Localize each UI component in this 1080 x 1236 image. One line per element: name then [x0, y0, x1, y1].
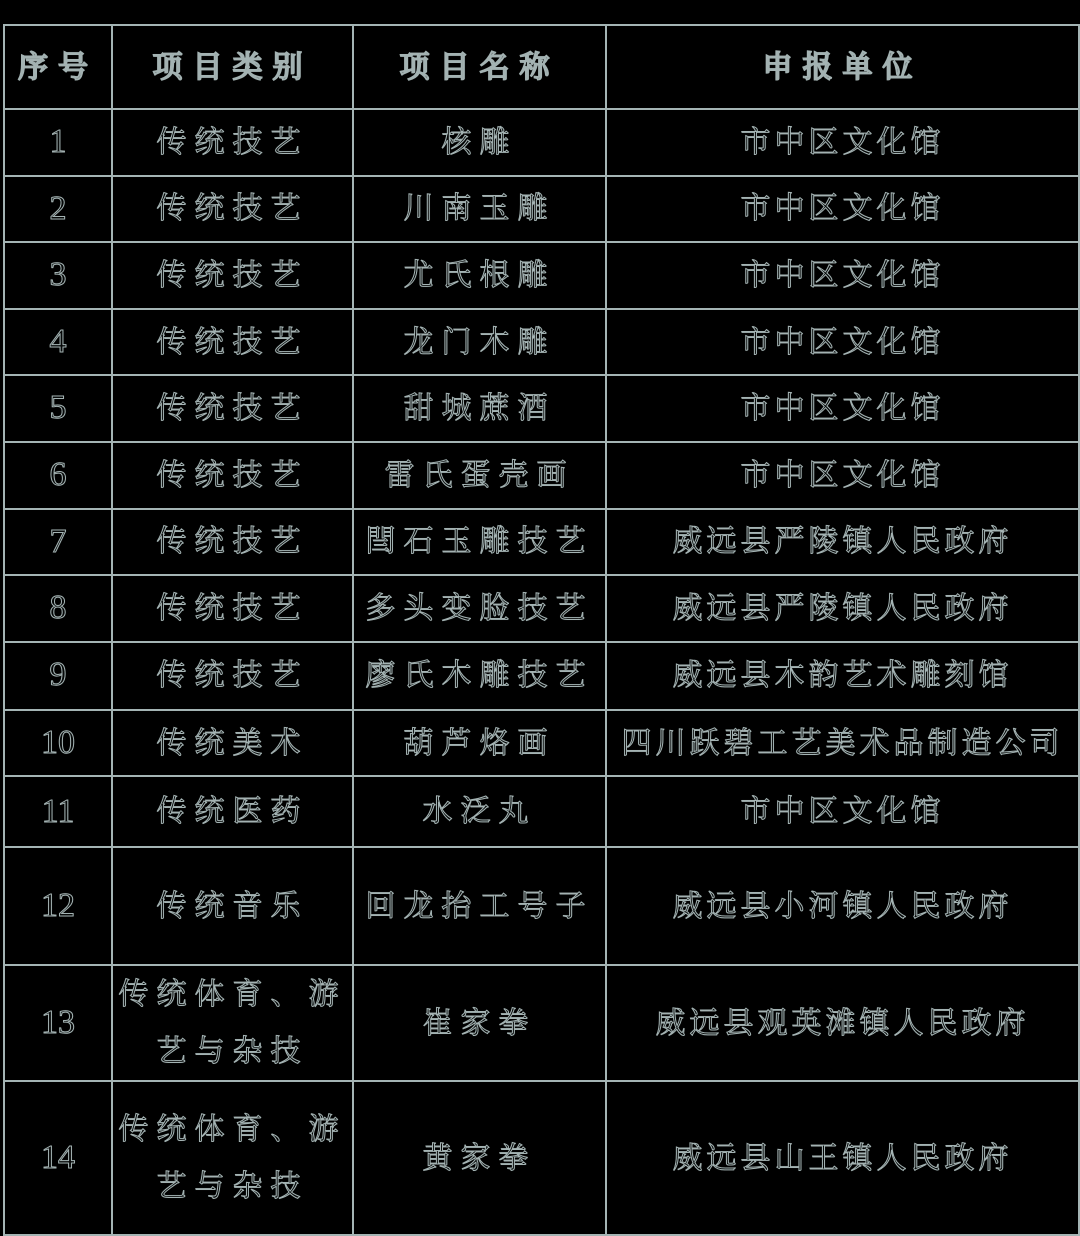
- cell-unit: 市中区文化馆: [606, 242, 1079, 309]
- cell-no: 8: [4, 575, 112, 642]
- cell-category: 传统技艺: [112, 509, 353, 576]
- cell-name: 多头变脸技艺: [353, 575, 606, 642]
- col-header-unit: 申报单位: [606, 25, 1079, 109]
- cell-no: 2: [4, 176, 112, 243]
- header-row: [4, 25, 1079, 109]
- table-row: [4, 375, 1079, 442]
- table-row: [4, 509, 1079, 576]
- cell-no: 9: [4, 642, 112, 710]
- cell-name: 龙门木雕: [353, 309, 606, 376]
- cell-name: 廖氏木雕技艺: [353, 642, 606, 710]
- table-row: [4, 109, 1079, 176]
- cell-name: 尤氏根雕: [353, 242, 606, 309]
- cell-name: 回龙抬工号子: [353, 847, 606, 965]
- cell-unit: 市中区文化馆: [606, 375, 1079, 442]
- cell-category: 传统技艺: [112, 309, 353, 376]
- cell-unit: 市中区文化馆: [606, 176, 1079, 243]
- table-row: [4, 847, 1079, 965]
- cell-unit: 市中区文化馆: [606, 109, 1079, 176]
- cell-category: 传统技艺: [112, 375, 353, 442]
- cell-category: 传统技艺: [112, 176, 353, 243]
- table-row: [4, 1081, 1079, 1235]
- cell-name: 水泛丸: [353, 776, 606, 847]
- cell-name: 川南玉雕: [353, 176, 606, 243]
- cell-no: 6: [4, 442, 112, 509]
- col-header-no: 序号: [4, 25, 112, 109]
- col-header-category: 项目类别: [112, 25, 353, 109]
- cell-unit: 威远县严陵镇人民政府: [606, 575, 1079, 642]
- table-row: [4, 176, 1079, 243]
- cell-category: 传统技艺: [112, 642, 353, 710]
- cell-unit: 威远县山王镇人民政府: [606, 1081, 1079, 1235]
- cell-no: 1: [4, 109, 112, 176]
- table-row: [4, 442, 1079, 509]
- cell-no: 5: [4, 375, 112, 442]
- cell-category: 传统美术: [112, 710, 353, 777]
- cell-unit: 威远县小河镇人民政府: [606, 847, 1079, 965]
- cell-category: 传统技艺: [112, 575, 353, 642]
- cell-category: 传统体育、游艺与杂技: [112, 1081, 353, 1235]
- col-header-name: 项目名称: [353, 25, 606, 109]
- cell-name: 雷氏蛋壳画: [353, 442, 606, 509]
- cell-unit: 威远县严陵镇人民政府: [606, 509, 1079, 576]
- cell-unit: 市中区文化馆: [606, 776, 1079, 847]
- cell-name: 黄家拳: [353, 1081, 606, 1235]
- cell-name: 甜城蔗酒: [353, 375, 606, 442]
- table-row: [4, 242, 1079, 309]
- cell-category: 传统技艺: [112, 109, 353, 176]
- cell-category: 传统技艺: [112, 442, 353, 509]
- cell-category: 传统体育、游艺与杂技: [112, 965, 353, 1081]
- cell-category: 传统医药: [112, 776, 353, 847]
- table-row: [4, 575, 1079, 642]
- cell-unit: 威远县观英滩镇人民政府: [606, 965, 1079, 1081]
- table-row: [4, 965, 1079, 1081]
- heritage-table-container: [3, 24, 1080, 1236]
- cell-no: 11: [4, 776, 112, 847]
- cell-name: 葫芦烙画: [353, 710, 606, 777]
- cell-name: 閆石玉雕技艺: [353, 509, 606, 576]
- cell-no: 14: [4, 1081, 112, 1235]
- table-row: [4, 776, 1079, 847]
- cell-unit: 市中区文化馆: [606, 309, 1079, 376]
- cell-category: 传统技艺: [112, 242, 353, 309]
- heritage-table: [3, 24, 1080, 1236]
- cell-no: 4: [4, 309, 112, 376]
- cell-no: 12: [4, 847, 112, 965]
- table-row: [4, 309, 1079, 376]
- table-row: [4, 710, 1079, 777]
- cell-unit: 威远县木韵艺术雕刻馆: [606, 642, 1079, 710]
- cell-name: 崔家拳: [353, 965, 606, 1081]
- table-row: [4, 642, 1079, 710]
- cell-unit: 市中区文化馆: [606, 442, 1079, 509]
- cell-no: 10: [4, 710, 112, 777]
- cell-unit: 四川跃碧工艺美术品制造公司: [606, 710, 1079, 777]
- cell-name: 核雕: [353, 109, 606, 176]
- cell-no: 3: [4, 242, 112, 309]
- cell-no: 13: [4, 965, 112, 1081]
- cell-no: 7: [4, 509, 112, 576]
- cell-category: 传统音乐: [112, 847, 353, 965]
